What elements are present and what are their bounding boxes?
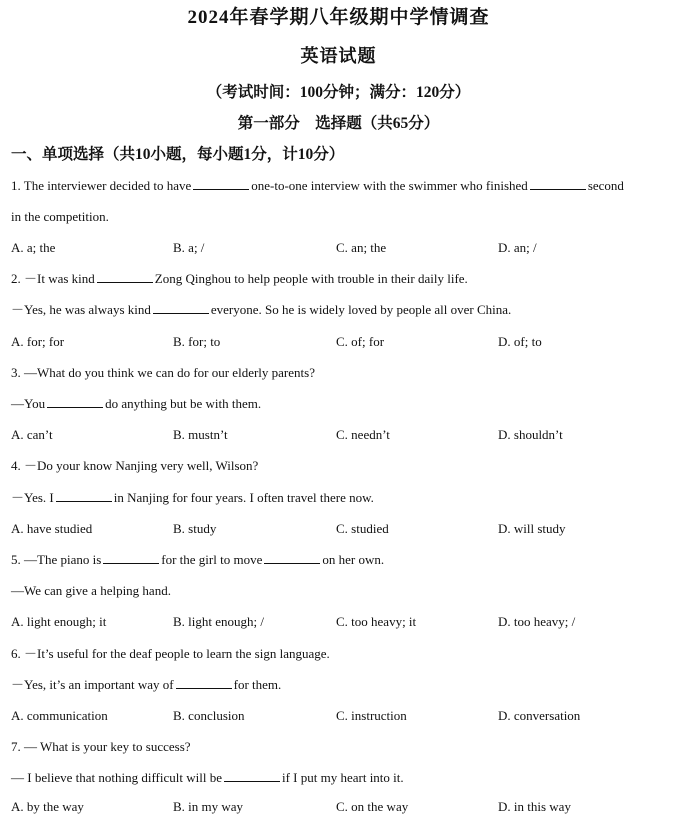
option-d: D. of; to xyxy=(498,334,542,349)
option-b: B. mustn’t xyxy=(173,427,228,442)
option-a: A. can’t xyxy=(11,427,53,442)
option-b: B. conclusion xyxy=(173,708,245,723)
question-2-line-1: 2. －It was kind Zong Qinghou to help people with trouble in their daily life. xyxy=(11,271,468,286)
question-3-line-2: —You do anything but be with them. xyxy=(11,396,262,411)
question-6-line-1: 6. －It’s useful for the deaf people to learn the sign language. xyxy=(11,646,330,661)
answer-blank xyxy=(176,677,232,689)
option-c: C. an; the xyxy=(336,240,387,255)
section-heading: 一、单项选择（共10小题，每小题1分，计10分） xyxy=(11,146,345,163)
answer-blank xyxy=(56,490,112,502)
subject-title: 英语试题 xyxy=(300,46,377,66)
question-6-line-2: －Yes, it’s an important way of for them. xyxy=(11,677,282,692)
option-c: C. on the way xyxy=(336,799,409,814)
question-4-options xyxy=(11,520,677,538)
option-a: A. have studied xyxy=(11,521,93,536)
answer-blank xyxy=(530,178,586,190)
question-4-line-2: －Yes. I in Nanjing for four years. I often travel there now. xyxy=(11,490,374,505)
question-1-options xyxy=(11,239,677,257)
question-2-options xyxy=(11,333,677,351)
option-d: D. will study xyxy=(498,521,566,536)
answer-blank xyxy=(193,178,249,190)
option-d: D. shouldn’t xyxy=(498,427,563,442)
option-b: B. a; / xyxy=(173,240,205,255)
option-d: D. in this way xyxy=(498,799,571,814)
question-6-options xyxy=(11,707,677,725)
option-b: B. in my way xyxy=(173,799,244,814)
option-a: A. communication xyxy=(11,708,108,723)
option-c: C. of; for xyxy=(336,334,385,349)
part-heading: 第一部分 选择题（共65分） xyxy=(237,115,440,132)
question-3-options xyxy=(11,426,677,444)
option-b: B. study xyxy=(173,521,217,536)
exam-info: （考试时间：100分钟；满分：120分） xyxy=(206,84,471,101)
answer-blank xyxy=(47,396,103,408)
answer-blank xyxy=(153,302,209,314)
option-d: D. too heavy; / xyxy=(498,614,576,629)
question-4-line-1: 4. －Do your know Nanjing very well, Wilson? xyxy=(11,458,259,473)
option-a: A. a; the xyxy=(11,240,56,255)
option-c: C. needn’t xyxy=(336,427,390,442)
question-2-line-2: －Yes, he was always kind everyone. So he is widely loved by people all over China. xyxy=(11,302,512,317)
option-a: A. by the way xyxy=(11,799,84,814)
option-c: C. too heavy; it xyxy=(336,614,417,629)
option-b: B. light enough; / xyxy=(173,614,264,629)
question-3-line-1: 3. —What do you think we can do for our elderly parents? xyxy=(11,365,315,380)
question-1-line-2: in the competition. xyxy=(11,209,109,224)
answer-blank xyxy=(224,770,280,782)
answer-blank xyxy=(264,552,320,564)
question-7-line-1: 7. — What is your key to success? xyxy=(11,739,191,754)
option-a: A. for; for xyxy=(11,334,65,349)
option-a: A. light enough; it xyxy=(11,614,107,629)
option-d: D. conversation xyxy=(498,708,581,723)
option-c: C. studied xyxy=(336,521,389,536)
option-c: C. instruction xyxy=(336,708,407,723)
question-5-options xyxy=(11,613,677,631)
option-b: B. for; to xyxy=(173,334,221,349)
answer-blank xyxy=(103,552,159,564)
exam-title: 2024年春学期八年级期中学情调查 xyxy=(187,7,490,28)
option-d: D. an; / xyxy=(498,240,537,255)
question-5-line-2: —We can give a helping hand. xyxy=(11,583,171,598)
answer-blank xyxy=(97,271,153,283)
question-7-line-2: — I believe that nothing difficult will be if I put my heart into it. xyxy=(11,770,404,785)
question-7-options xyxy=(11,798,677,816)
question-1-line-1: 1. The interviewer decided to have one-to-one interview with the swimmer who finished second xyxy=(11,178,624,193)
question-5-line-1: 5. —The piano is for the girl to move on her own. xyxy=(11,552,385,567)
